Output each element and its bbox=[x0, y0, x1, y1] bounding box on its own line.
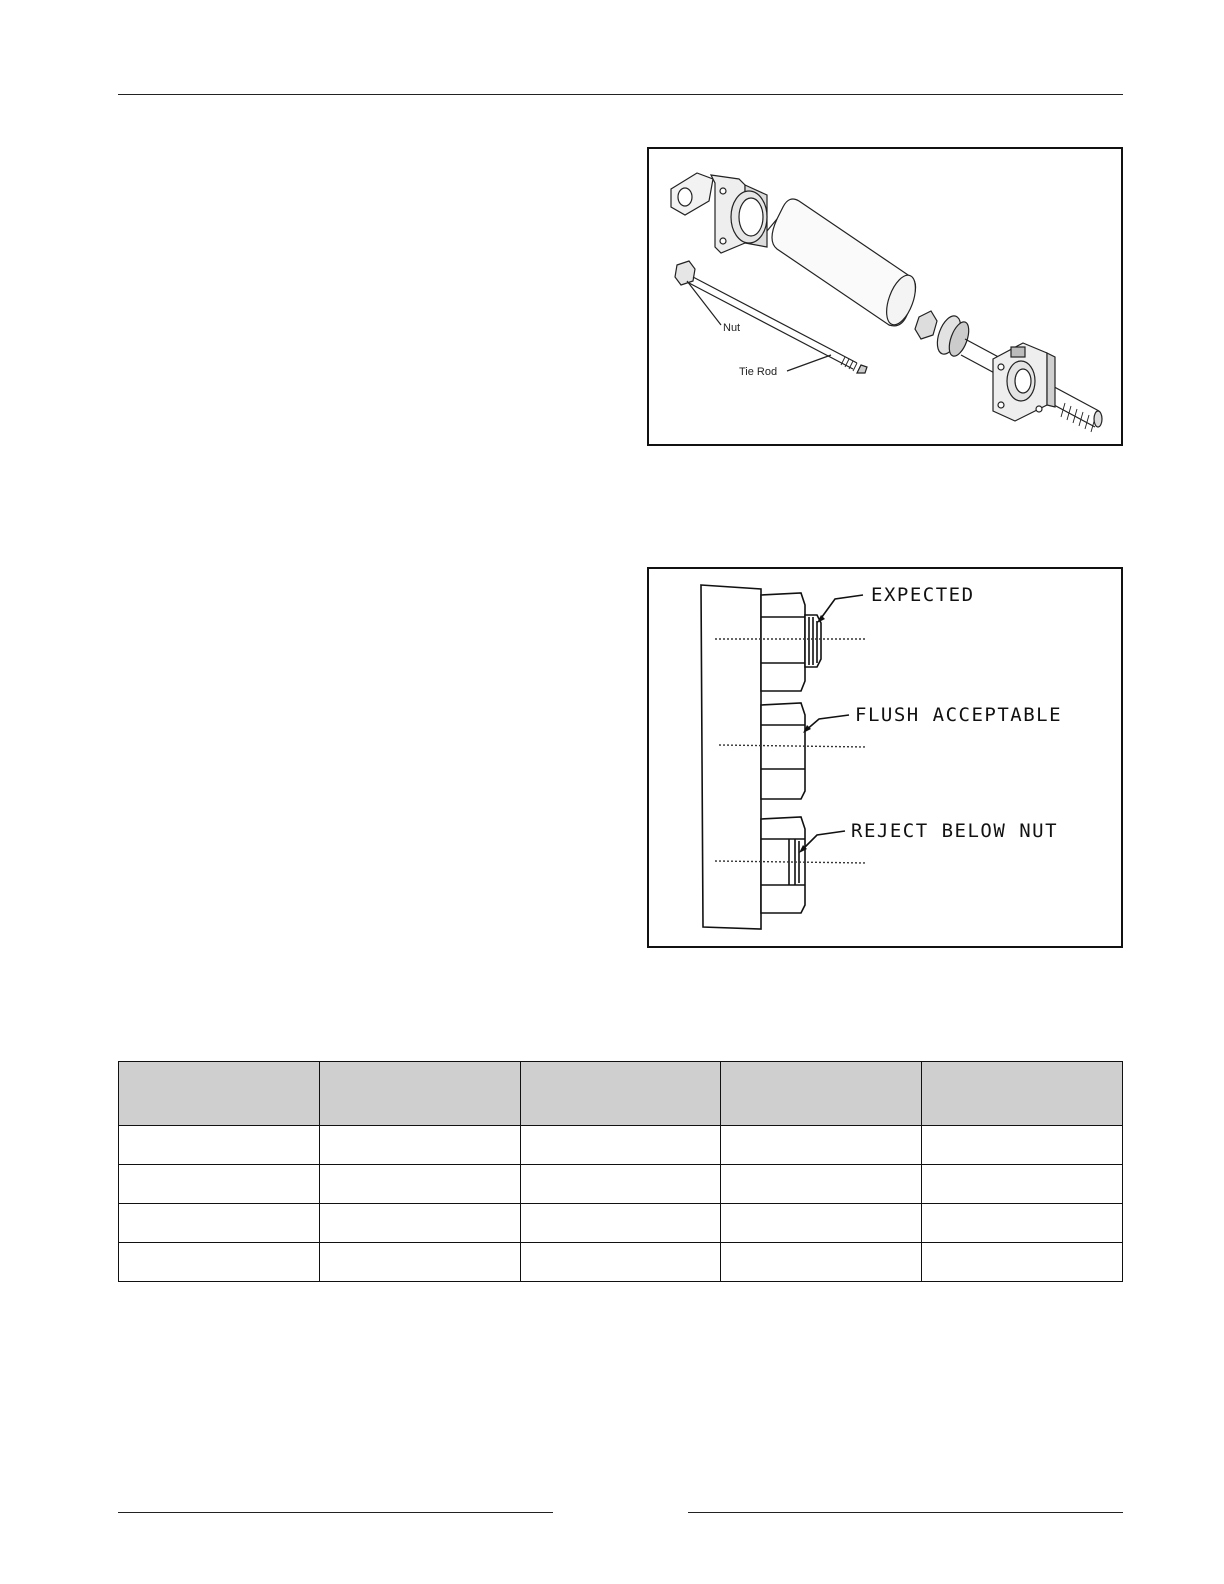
nut-callout: Nut bbox=[723, 322, 741, 334]
table-cell bbox=[319, 1243, 520, 1282]
reject-below-nut-callout: REJECT BELOW NUT bbox=[851, 820, 1059, 842]
table-cell bbox=[520, 1165, 721, 1204]
flush-acceptable-callout: FLUSH ACCEPTABLE bbox=[855, 704, 1063, 726]
thread-engagement-figure bbox=[647, 567, 1123, 948]
table-cell bbox=[119, 1204, 320, 1243]
table-header-cell bbox=[922, 1062, 1123, 1126]
table-header-cell bbox=[119, 1062, 320, 1126]
table-cell bbox=[922, 1204, 1123, 1243]
table-row bbox=[119, 1165, 1123, 1204]
table-cell bbox=[922, 1243, 1123, 1282]
thread-engagement-drawing bbox=[649, 569, 1123, 948]
table-header-cell bbox=[721, 1062, 922, 1126]
table-cell bbox=[319, 1165, 520, 1204]
table-cell bbox=[520, 1204, 721, 1243]
table-cell bbox=[119, 1126, 320, 1165]
footer-rule-left bbox=[118, 1512, 553, 1513]
header-rule bbox=[118, 94, 1123, 95]
table-header-cell bbox=[319, 1062, 520, 1126]
table-cell bbox=[520, 1243, 721, 1282]
table-header-cell bbox=[520, 1062, 721, 1126]
table-cell bbox=[319, 1126, 520, 1165]
table-cell bbox=[922, 1165, 1123, 1204]
table-cell bbox=[721, 1165, 922, 1204]
expected-callout: EXPECTED bbox=[871, 584, 975, 606]
table-row bbox=[119, 1126, 1123, 1165]
table-cell bbox=[119, 1243, 320, 1282]
footer-rule-right bbox=[688, 1512, 1123, 1513]
table-header-row bbox=[119, 1062, 1123, 1126]
table-row bbox=[119, 1243, 1123, 1282]
table-cell bbox=[520, 1126, 721, 1165]
table-cell bbox=[119, 1165, 320, 1204]
specification-table bbox=[118, 1061, 1123, 1282]
tie-rod-callout: Tie Rod bbox=[739, 366, 778, 378]
table-row bbox=[119, 1204, 1123, 1243]
table-cell bbox=[922, 1126, 1123, 1165]
tie-rod-assembly-figure bbox=[647, 147, 1123, 446]
table-cell bbox=[721, 1204, 922, 1243]
table-cell bbox=[319, 1204, 520, 1243]
table-cell bbox=[721, 1126, 922, 1165]
table-cell bbox=[721, 1243, 922, 1282]
tie-rod-assembly-drawing bbox=[649, 149, 1123, 446]
